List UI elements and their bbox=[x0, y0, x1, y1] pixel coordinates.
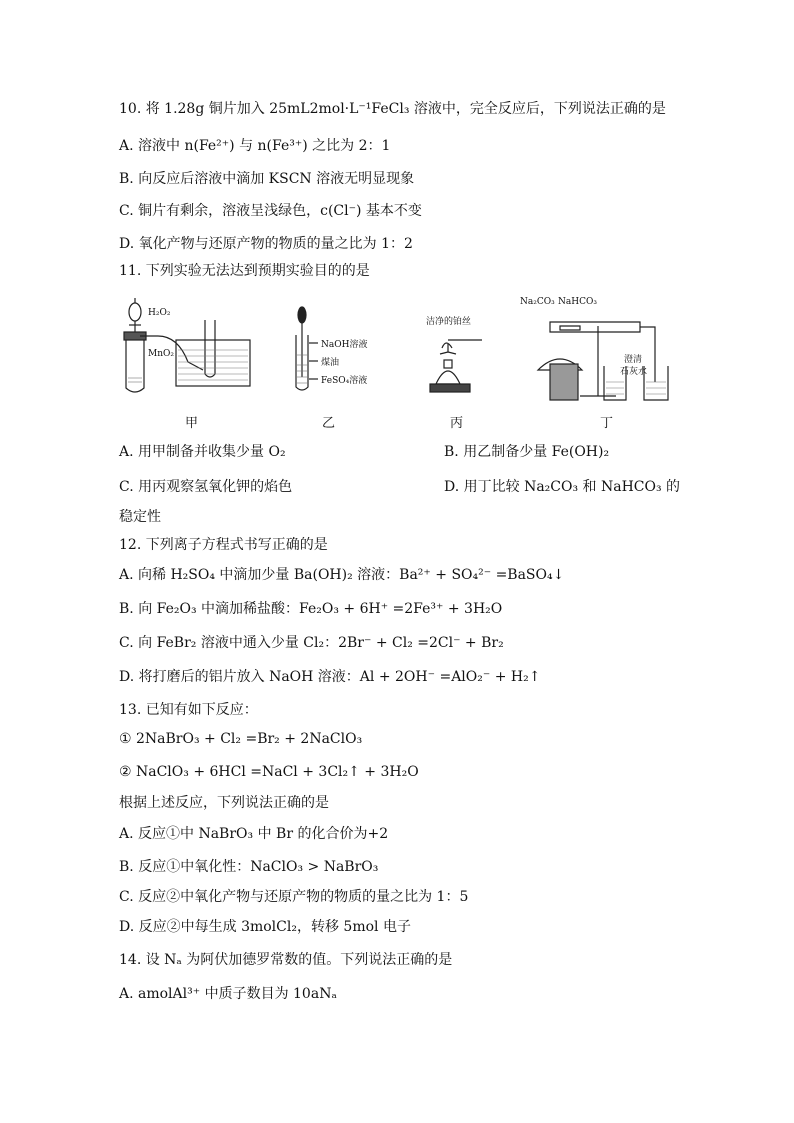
q10-option-c: C. 铜片有剩余，溶液呈浅绿色，c(Cl⁻) 基本不变 bbox=[119, 203, 422, 219]
caption-ding: 丁 bbox=[600, 416, 614, 431]
label-naoh: NaOH溶液 bbox=[321, 340, 368, 350]
caption-jia: 甲 bbox=[185, 416, 199, 431]
q14-option-a: A. amolAl³⁺ 中质子数目为 10aNₐ bbox=[119, 986, 337, 1002]
q13-option-b: B. 反应①中氧化性：NaClO₃ > NaBrO₃ bbox=[119, 859, 379, 875]
label-mno2: MnO₂ bbox=[148, 349, 174, 359]
label-nahco3: NaHCO₃ bbox=[558, 297, 597, 307]
q13-stem: 13. 已知有如下反应： bbox=[119, 702, 258, 718]
q11-option-d-cont: 稳定性 bbox=[119, 509, 161, 525]
apparatus-yi-diagram bbox=[290, 305, 400, 400]
q11-option-b: B. 用乙制备少量 Fe(OH)₂ bbox=[444, 444, 610, 460]
q11-option-c: C. 用丙观察氢氧化钾的焰色 bbox=[119, 479, 293, 495]
apparatus-ding-diagram bbox=[520, 292, 680, 404]
q13-option-d: D. 反应②中每生成 3molCl₂，转移 5mol 电子 bbox=[119, 919, 411, 935]
q10-option-b: B. 向反应后溶液中滴加 KSCN 溶液无明显现象 bbox=[119, 171, 415, 187]
apparatus-jia-diagram bbox=[118, 292, 258, 402]
label-lime-1: 澄清 bbox=[624, 355, 643, 365]
q13-reaction-2: ② NaClO₃ + 6HCl =NaCl + 3Cl₂↑ + 3H₂O bbox=[119, 764, 419, 780]
q12-option-c: C. 向 FeBr₂ 溶液中通入少量 Cl₂：2Br⁻ + Cl₂ =2Cl⁻ + Br₂ bbox=[119, 635, 504, 651]
q12-option-d: D. 将打磨后的铝片放入 NaOH 溶液：Al + 2OH⁻ =AlO₂⁻ + H₂↑ bbox=[119, 669, 541, 685]
q13-option-c: C. 反应②中氧化产物与还原产物的物质的量之比为 1：5 bbox=[119, 889, 469, 905]
caption-yi: 乙 bbox=[322, 416, 336, 431]
label-h2o2: H₂O₂ bbox=[148, 308, 171, 318]
q13-reaction-1: ① 2NaBrO₃ + Cl₂ =Br₂ + 2NaClO₃ bbox=[119, 731, 363, 747]
label-feso4: FeSO₄溶液 bbox=[321, 376, 368, 386]
caption-bing: 丙 bbox=[450, 416, 464, 431]
q14-stem: 14. 设 Nₐ 为阿伏加德罗常数的值。下列说法正确的是 bbox=[119, 952, 453, 968]
label-oil: 煤油 bbox=[321, 358, 340, 368]
q13-intro: 根据上述反应，下列说法正确的是 bbox=[119, 795, 329, 811]
q10-stem: 10. 将 1.28g 铜片加入 25mL2mol·L⁻¹FeCl₃ 溶液中，完全反应后，下列说法正确的是 bbox=[119, 101, 666, 117]
q13-option-a: A. 反应①中 NaBrO₃ 中 Br 的化合价为+2 bbox=[119, 826, 389, 842]
q10-option-d: D. 氧化产物与还原产物的物质的量之比为 1：2 bbox=[119, 236, 413, 252]
q10-option-a: A. 溶液中 n(Fe²⁺) 与 n(Fe³⁺) 之比为 2：1 bbox=[119, 138, 391, 154]
q11-stem: 11. 下列实验无法达到预期实验目的的是 bbox=[119, 263, 370, 279]
q12-stem: 12. 下列离子方程式书写正确的是 bbox=[119, 537, 328, 553]
q12-option-b: B. 向 Fe₂O₃ 中滴加稀盐酸：Fe₂O₃ + 6H⁺ =2Fe³⁺ + 3H₂O bbox=[119, 601, 503, 617]
label-lime-2: 石灰水 bbox=[620, 367, 648, 377]
label-na2co3: Na₂CO₃ bbox=[520, 297, 555, 307]
apparatus-bing-diagram bbox=[420, 312, 510, 402]
q11-option-d: D. 用丁比较 Na₂CO₃ 和 NaHCO₃ 的 bbox=[444, 479, 681, 495]
q12-option-a: A. 向稀 H₂SO₄ 中滴加少量 Ba(OH)₂ 溶液：Ba²⁺ + SO₄²⁻ =BaSO₄↓ bbox=[119, 567, 565, 583]
label-pt-wire: 洁净的铂丝 bbox=[426, 317, 472, 327]
q11-option-a: A. 用甲制备并收集少量 O₂ bbox=[119, 444, 286, 460]
